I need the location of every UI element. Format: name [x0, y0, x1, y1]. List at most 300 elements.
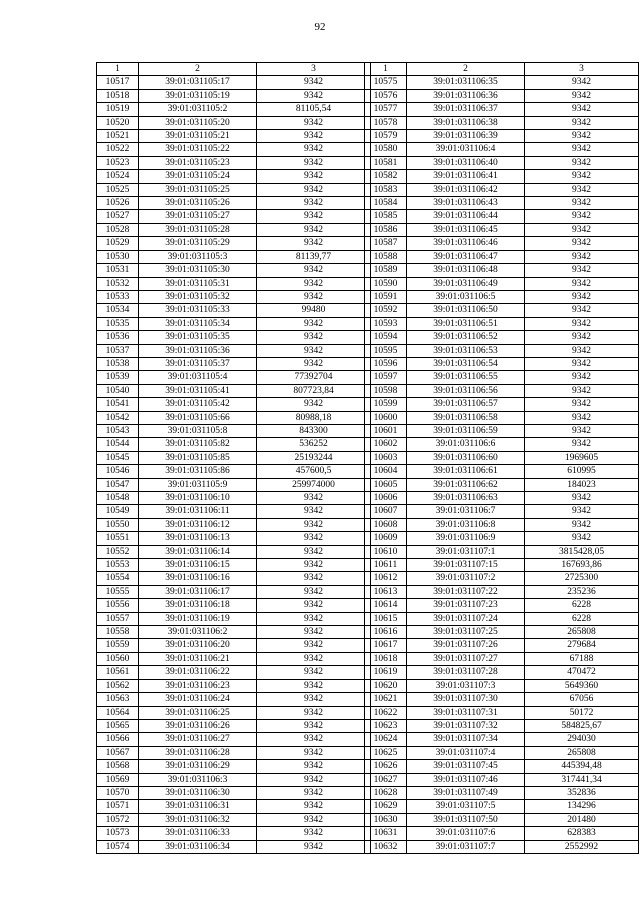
cadastral-number-cell: 39:01:031106:25: [139, 706, 257, 719]
cadastral-number-cell: 39:01:031106:62: [407, 478, 525, 491]
table-row: [97, 290, 371, 303]
table-row: [365, 237, 639, 250]
row-number-cell: 10528: [97, 223, 139, 236]
table-row: [97, 223, 371, 236]
cadastral-number-cell: 39:01:031107:26: [407, 639, 525, 652]
header-cell-3: 3: [525, 63, 639, 76]
value-cell: 9342: [257, 290, 371, 303]
table-row: [97, 197, 371, 210]
table-row: [365, 143, 639, 156]
value-cell: 584825,67: [525, 719, 639, 732]
value-cell: 9342: [257, 223, 371, 236]
value-cell: 9342: [257, 545, 371, 558]
row-number-cell: 10524: [97, 170, 139, 183]
cadastral-number-cell: 39:01:031107:23: [407, 599, 525, 612]
value-cell: 9342: [257, 559, 371, 572]
table-row: [97, 706, 371, 719]
cadastral-number-cell: 39:01:031105:28: [139, 223, 257, 236]
table-row: [97, 666, 371, 679]
cadastral-number-cell: 39:01:031106:59: [407, 424, 525, 437]
cadastral-number-cell: 39:01:031105:34: [139, 317, 257, 330]
value-cell: 9342: [257, 827, 371, 840]
value-cell: 9342: [525, 317, 639, 330]
table-row: [365, 223, 639, 236]
table-row: [365, 746, 639, 759]
row-number-cell: 10548: [97, 492, 139, 505]
cadastral-number-cell: 39:01:031106:57: [407, 398, 525, 411]
table-row: [97, 559, 371, 572]
table-row: [365, 424, 639, 437]
table-row: [365, 706, 639, 719]
row-number-cell: 10597: [365, 371, 407, 384]
table-row: [365, 773, 639, 786]
value-cell: 352836: [525, 786, 639, 799]
row-number-cell: 10620: [365, 679, 407, 692]
row-number-cell: 10533: [97, 290, 139, 303]
row-number-cell: 10530: [97, 250, 139, 263]
table-row: [97, 800, 371, 813]
value-cell: 470472: [525, 666, 639, 679]
cadastral-number-cell: 39:01:031106:50: [407, 304, 525, 317]
row-number-cell: 10553: [97, 559, 139, 572]
value-cell: 99480: [257, 304, 371, 317]
cadastral-number-cell: 39:01:031106:9: [407, 532, 525, 545]
table-row: [365, 572, 639, 585]
value-cell: 50172: [525, 706, 639, 719]
table-row: [97, 331, 371, 344]
table-row: [97, 384, 371, 397]
row-number-cell: 10614: [365, 599, 407, 612]
cadastral-number-cell: 39:01:031106:48: [407, 264, 525, 277]
table-row: [97, 183, 371, 196]
row-number-cell: 10576: [365, 89, 407, 102]
row-number-cell: 10537: [97, 344, 139, 357]
table-row: [97, 518, 371, 531]
value-cell: 9342: [257, 585, 371, 598]
cadastral-number-cell: 39:01:031105:26: [139, 197, 257, 210]
value-cell: 167693,86: [525, 559, 639, 572]
row-number-cell: 10598: [365, 384, 407, 397]
cadastral-number-cell: 39:01:031106:56: [407, 384, 525, 397]
table-row: [365, 478, 639, 491]
row-number-cell: 10594: [365, 331, 407, 344]
table-row: [365, 840, 639, 853]
table-row: [97, 532, 371, 545]
row-number-cell: 10580: [365, 143, 407, 156]
value-cell: 9342: [257, 626, 371, 639]
value-cell: 9342: [257, 518, 371, 531]
value-cell: 2725300: [525, 572, 639, 585]
value-cell: 184023: [525, 478, 639, 491]
row-number-cell: 10540: [97, 384, 139, 397]
table-row: [365, 518, 639, 531]
table-row: [365, 398, 639, 411]
value-cell: 9342: [525, 237, 639, 250]
table-row: [365, 250, 639, 263]
table-row: [365, 827, 639, 840]
table-row: [365, 532, 639, 545]
cadastral-number-cell: 39:01:031105:29: [139, 237, 257, 250]
cadastral-number-cell: 39:01:031107:6: [407, 827, 525, 840]
table-row: [365, 786, 639, 799]
table-row: [97, 746, 371, 759]
row-number-cell: 10518: [97, 89, 139, 102]
value-cell: 9342: [525, 250, 639, 263]
row-number-cell: 10558: [97, 626, 139, 639]
table-row: [97, 545, 371, 558]
row-number-cell: 10592: [365, 304, 407, 317]
table-row: [97, 813, 371, 826]
table-row: [365, 411, 639, 424]
row-number-cell: 10627: [365, 773, 407, 786]
row-number-cell: 10593: [365, 317, 407, 330]
value-cell: 81139,77: [257, 250, 371, 263]
row-number-cell: 10552: [97, 545, 139, 558]
row-number-cell: 10602: [365, 438, 407, 451]
value-cell: 445394,48: [525, 760, 639, 773]
row-number-cell: 10608: [365, 518, 407, 531]
cadastral-number-cell: 39:01:031106:55: [407, 371, 525, 384]
cadastral-number-cell: 39:01:031106:5: [407, 290, 525, 303]
value-cell: 9342: [257, 572, 371, 585]
value-cell: 9342: [257, 706, 371, 719]
value-cell: 9342: [257, 116, 371, 129]
cadastral-number-cell: 39:01:031105:17: [139, 76, 257, 89]
table-row: [365, 559, 639, 572]
value-cell: 265808: [525, 626, 639, 639]
row-number-cell: 10535: [97, 317, 139, 330]
cadastral-number-cell: 39:01:031106:6: [407, 438, 525, 451]
row-number-cell: 10549: [97, 505, 139, 518]
row-number-cell: 10601: [365, 424, 407, 437]
row-number-cell: 10632: [365, 840, 407, 853]
table-row: [97, 304, 371, 317]
value-cell: 9342: [257, 532, 371, 545]
cadastral-number-cell: 39:01:031105:21: [139, 130, 257, 143]
cadastral-number-cell: 39:01:031105:32: [139, 290, 257, 303]
cadastral-number-cell: 39:01:031106:52: [407, 331, 525, 344]
value-cell: 9342: [257, 344, 371, 357]
table-row: [97, 719, 371, 732]
table-row: [97, 277, 371, 290]
row-number-cell: 10519: [97, 103, 139, 116]
value-cell: 9342: [257, 652, 371, 665]
cadastral-number-cell: 39:01:031106:18: [139, 599, 257, 612]
table-row: [97, 626, 371, 639]
row-number-cell: 10572: [97, 813, 139, 826]
value-cell: 9342: [257, 719, 371, 732]
value-cell: 9342: [257, 693, 371, 706]
cadastral-number-cell: 39:01:031105:36: [139, 344, 257, 357]
table-row: [365, 813, 639, 826]
cadastral-number-cell: 39:01:031105:24: [139, 170, 257, 183]
cadastral-number-cell: 39:01:031106:41: [407, 170, 525, 183]
cadastral-number-cell: 39:01:031106:38: [407, 116, 525, 129]
value-cell: 67188: [525, 652, 639, 665]
row-number-cell: 10539: [97, 371, 139, 384]
value-cell: 9342: [525, 424, 639, 437]
table-row: [97, 465, 371, 478]
cadastral-number-cell: 39:01:031106:16: [139, 572, 257, 585]
left-table-body: [97, 63, 371, 854]
cadastral-number-cell: 39:01:031107:1: [407, 545, 525, 558]
table-row: [97, 492, 371, 505]
value-cell: 77392704: [257, 371, 371, 384]
row-number-cell: 10563: [97, 693, 139, 706]
value-cell: 6228: [525, 599, 639, 612]
table-row: [97, 679, 371, 692]
row-number-cell: 10606: [365, 492, 407, 505]
value-cell: 9342: [257, 505, 371, 518]
value-cell: 9342: [525, 143, 639, 156]
row-number-cell: 10555: [97, 585, 139, 598]
row-number-cell: 10584: [365, 197, 407, 210]
table-row: [97, 639, 371, 652]
table-row: [97, 572, 371, 585]
value-cell: 9342: [525, 344, 639, 357]
value-cell: 80988,18: [257, 411, 371, 424]
table-row: [365, 371, 639, 384]
cadastral-number-cell: 39:01:031105:41: [139, 384, 257, 397]
row-number-cell: 10596: [365, 357, 407, 370]
row-number-cell: 10582: [365, 170, 407, 183]
header-cell-2: 2: [139, 63, 257, 76]
cadastral-number-cell: 39:01:031105:31: [139, 277, 257, 290]
row-number-cell: 10571: [97, 800, 139, 813]
cadastral-number-cell: 39:01:031106:10: [139, 492, 257, 505]
cadastral-number-cell: 39:01:031106:51: [407, 317, 525, 330]
cadastral-number-cell: 39:01:031106:26: [139, 719, 257, 732]
value-cell: 9342: [257, 277, 371, 290]
row-number-cell: 10554: [97, 572, 139, 585]
table-row: [365, 733, 639, 746]
value-cell: 9342: [257, 813, 371, 826]
row-number-cell: 10617: [365, 639, 407, 652]
value-cell: 317441,34: [525, 773, 639, 786]
page-number: 92: [314, 21, 326, 33]
value-cell: 9342: [257, 666, 371, 679]
cadastral-number-cell: 39:01:031106:15: [139, 559, 257, 572]
cadastral-number-cell: 39:01:031105:9: [139, 478, 257, 491]
cadastral-number-cell: 39:01:031107:7: [407, 840, 525, 853]
table-row: [365, 585, 639, 598]
cadastral-number-cell: 39:01:031107:32: [407, 719, 525, 732]
value-cell: 9342: [257, 76, 371, 89]
cadastral-number-cell: 39:01:031106:42: [407, 183, 525, 196]
cadastral-number-cell: 39:01:031105:85: [139, 451, 257, 464]
cadastral-number-cell: 39:01:031105:23: [139, 156, 257, 169]
cadastral-number-cell: 39:01:031106:28: [139, 746, 257, 759]
value-cell: 9342: [525, 304, 639, 317]
value-cell: 9342: [257, 130, 371, 143]
table-row: [365, 666, 639, 679]
row-number-cell: 10536: [97, 331, 139, 344]
table-row: [97, 250, 371, 263]
value-cell: 9342: [525, 170, 639, 183]
cadastral-number-cell: 39:01:031106:17: [139, 585, 257, 598]
cadastral-number-cell: 39:01:031106:33: [139, 827, 257, 840]
cadastral-number-cell: 39:01:031106:21: [139, 652, 257, 665]
table-row: [365, 693, 639, 706]
row-number-cell: 10622: [365, 706, 407, 719]
row-number-cell: 10629: [365, 800, 407, 813]
table-row: [97, 585, 371, 598]
table-row: [97, 317, 371, 330]
cadastral-number-cell: 39:01:031106:44: [407, 210, 525, 223]
table-row: [365, 290, 639, 303]
value-cell: 843300: [257, 424, 371, 437]
row-number-cell: 10626: [365, 760, 407, 773]
table-row: [97, 505, 371, 518]
table-row: [365, 210, 639, 223]
cadastral-number-cell: 39:01:031106:4: [407, 143, 525, 156]
value-cell: 9342: [257, 773, 371, 786]
row-number-cell: 10522: [97, 143, 139, 156]
cadastral-number-cell: 39:01:031105:66: [139, 411, 257, 424]
cadastral-number-cell: 39:01:031107:46: [407, 773, 525, 786]
table-row: [97, 103, 371, 116]
cadastral-number-cell: 39:01:031106:11: [139, 505, 257, 518]
value-cell: 9342: [257, 143, 371, 156]
table-row: [365, 599, 639, 612]
cadastral-number-cell: 39:01:031105:4: [139, 371, 257, 384]
table-row: [365, 652, 639, 665]
cadastral-number-cell: 39:01:031107:31: [407, 706, 525, 719]
row-number-cell: 10630: [365, 813, 407, 826]
value-cell: 259974000: [257, 478, 371, 491]
row-number-cell: 10545: [97, 451, 139, 464]
row-number-cell: 10609: [365, 532, 407, 545]
value-cell: 9342: [525, 103, 639, 116]
table-row: [97, 599, 371, 612]
row-number-cell: 10587: [365, 237, 407, 250]
value-cell: 9342: [525, 357, 639, 370]
row-number-cell: 10607: [365, 505, 407, 518]
value-cell: 9342: [525, 210, 639, 223]
row-number-cell: 10527: [97, 210, 139, 223]
row-number-cell: 10573: [97, 827, 139, 840]
cadastral-number-cell: 39:01:031105:2: [139, 103, 257, 116]
value-cell: 9342: [257, 183, 371, 196]
table-row: [365, 384, 639, 397]
cadastral-number-cell: 39:01:031107:25: [407, 626, 525, 639]
cadastral-number-cell: 39:01:031105:86: [139, 465, 257, 478]
cadastral-number-cell: 39:01:031107:27: [407, 652, 525, 665]
row-number-cell: 10619: [365, 666, 407, 679]
row-number-cell: 10588: [365, 250, 407, 263]
value-cell: 235236: [525, 585, 639, 598]
table-row: [365, 800, 639, 813]
row-number-cell: 10590: [365, 277, 407, 290]
value-cell: 9342: [257, 331, 371, 344]
header-row: [97, 63, 371, 76]
value-cell: 134296: [525, 800, 639, 813]
row-number-cell: 10611: [365, 559, 407, 572]
value-cell: 9342: [525, 223, 639, 236]
row-number-cell: 10579: [365, 130, 407, 143]
cadastral-number-cell: 39:01:031107:5: [407, 800, 525, 813]
row-number-cell: 10559: [97, 639, 139, 652]
cadastral-number-cell: 39:01:031105:82: [139, 438, 257, 451]
value-cell: 9342: [257, 317, 371, 330]
cadastral-number-cell: 39:01:031107:45: [407, 760, 525, 773]
row-number-cell: 10541: [97, 398, 139, 411]
value-cell: 5649360: [525, 679, 639, 692]
value-cell: 9342: [257, 197, 371, 210]
value-cell: 9342: [525, 277, 639, 290]
row-number-cell: 10556: [97, 599, 139, 612]
table-row: [365, 76, 639, 89]
row-number-cell: 10550: [97, 518, 139, 531]
row-number-cell: 10547: [97, 478, 139, 491]
table-row: [365, 344, 639, 357]
row-number-cell: 10618: [365, 652, 407, 665]
table-row: [97, 210, 371, 223]
row-number-cell: 10600: [365, 411, 407, 424]
cadastral-number-cell: 39:01:031105:30: [139, 264, 257, 277]
row-number-cell: 10520: [97, 116, 139, 129]
row-number-cell: 10561: [97, 666, 139, 679]
row-number-cell: 10566: [97, 733, 139, 746]
table-row: [365, 760, 639, 773]
value-cell: 9342: [525, 532, 639, 545]
value-cell: 9342: [525, 398, 639, 411]
cadastral-number-cell: 39:01:031107:15: [407, 559, 525, 572]
cadastral-number-cell: 39:01:031107:4: [407, 746, 525, 759]
cadastral-number-cell: 39:01:031106:30: [139, 786, 257, 799]
table-row: [97, 371, 371, 384]
table-row: [97, 170, 371, 183]
cadastral-number-cell: 39:01:031106:58: [407, 411, 525, 424]
table-row: [97, 733, 371, 746]
cadastral-number-cell: 39:01:031106:29: [139, 760, 257, 773]
row-number-cell: 10595: [365, 344, 407, 357]
table-row: [97, 76, 371, 89]
table-row: [97, 424, 371, 437]
value-cell: 9342: [525, 264, 639, 277]
table-row: [365, 183, 639, 196]
cadastral-number-cell: 39:01:031106:27: [139, 733, 257, 746]
row-number-cell: 10523: [97, 156, 139, 169]
row-number-cell: 10525: [97, 183, 139, 196]
header-row: [365, 63, 639, 76]
row-number-cell: 10623: [365, 719, 407, 732]
row-number-cell: 10543: [97, 424, 139, 437]
value-cell: 9342: [257, 746, 371, 759]
cadastral-number-cell: 39:01:031106:39: [407, 130, 525, 143]
value-cell: 9342: [525, 331, 639, 344]
table-row: [365, 545, 639, 558]
value-cell: 265808: [525, 746, 639, 759]
value-cell: 9342: [257, 679, 371, 692]
table-row: [365, 679, 639, 692]
value-cell: 9342: [525, 411, 639, 424]
cadastral-number-cell: 39:01:031106:32: [139, 813, 257, 826]
cadastral-number-cell: 39:01:031107:3: [407, 679, 525, 692]
value-cell: 9342: [257, 840, 371, 853]
cadastral-number-cell: 39:01:031105:42: [139, 398, 257, 411]
table-row: [365, 438, 639, 451]
value-cell: 9342: [257, 492, 371, 505]
cadastral-number-cell: 39:01:031106:8: [407, 518, 525, 531]
value-cell: 9342: [525, 89, 639, 102]
cadastral-number-cell: 39:01:031107:30: [407, 693, 525, 706]
cadastral-number-cell: 39:01:031106:7: [407, 505, 525, 518]
header-cell-1: 1: [365, 63, 407, 76]
row-number-cell: 10575: [365, 76, 407, 89]
value-cell: 3815428,05: [525, 545, 639, 558]
value-cell: 9342: [525, 438, 639, 451]
